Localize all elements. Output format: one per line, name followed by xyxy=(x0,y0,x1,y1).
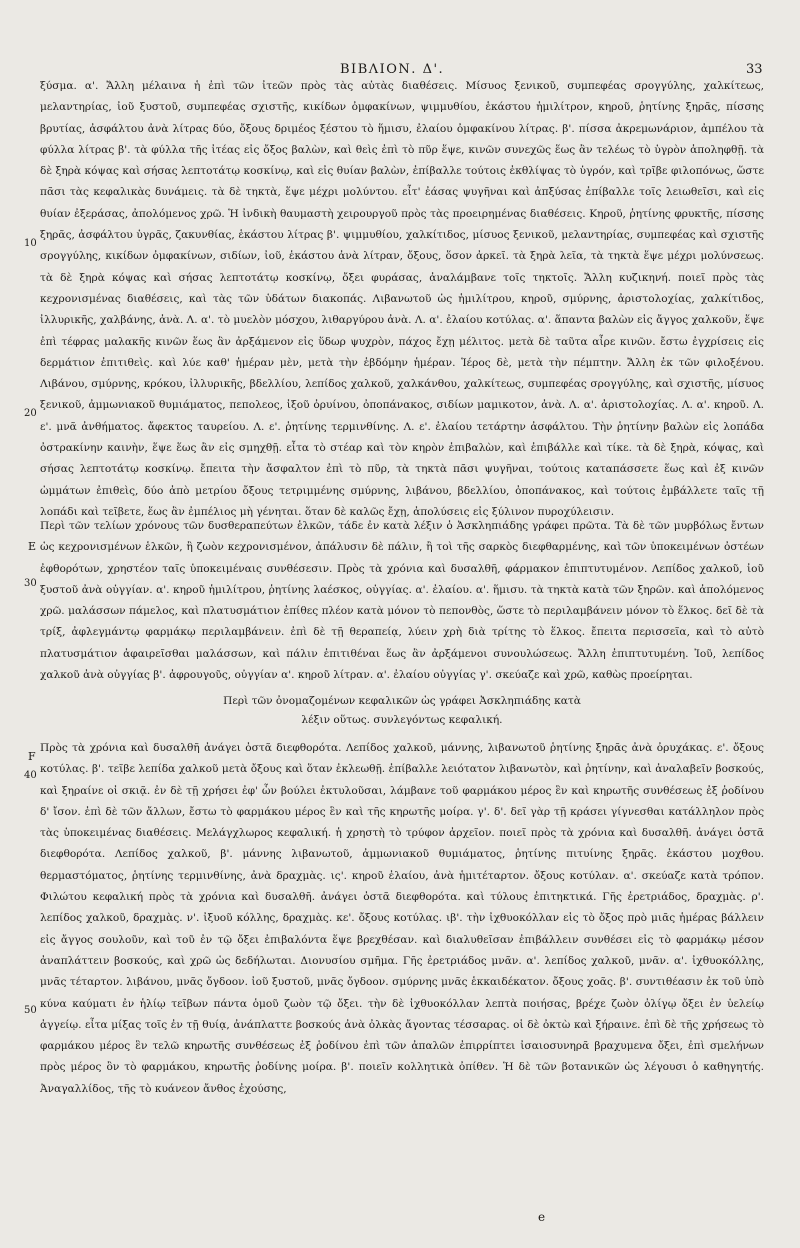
heading-line: λέξιν οὕτως. συνλεγόντως κεφαλική. xyxy=(301,714,503,726)
paragraph: ξύσμα. α'. Ἄλλη μέλαινα ἡ ἐπὶ τῶν ἰτεῶν πρὸς τὰς αὐτὰς διαθέσεις. Μίσυος ξενικοῦ, συμπεφέας σρογγύλης, χαλκίτεως, μελαντηρίας, ἰοῦ ξυστοῦ, συμπεφέας σχιστῆς, κικίδων ὀμφακίνων, ψιμμυθίου, ἑκάστου ἡμιλίτρον, κηροῦ, ῥητίνης ξηρᾶς, πίσσης βρυτίας, ἀσφάλτου ἀνὰ λίτρας δύο, ὄξους δριμέος ξέστου τὸ ἥμισυ, ἐλαίου ὀμφακίνου λίτρας. β'. πίσσα ἀκρεμωνάριον, ἀμπέλου τὰ φύλλα λίτρας β'. τὰ φύλλα τῆς ἰτέας εἰς ὄξος βαλὼν, καὶ θεὶς ἐπὶ τὸ πῦρ ἕψε, κινῶν συνεχῶς ἕως ἂν τελέως τὸ ὑγρὸν ἀποληφθῇ. τὰ δὲ ξηρὰ κόψας καὶ σήσας λεπτοτάτῳ κοσκίνῳ, καὶ εἰς θυίαν βαλὼν, ἐπίβαλλε τούτοις ἐκθλίψας τὸ ὑγρόν, καὶ τρῖβε φιλοπόνως, ὥστε πᾶσι τὰς κεφαλικὰς δυνάμεις. τὰ δὲ τηκτὰ, ἕψε μέχρι μολύντου. εἶτ' ἐάσας ψυγῆναι καὶ ἀπξύσας ἐπίβαλλε τοῖς λειωθεῖσι, καὶ εἰς θυίαν ἐξεράσας, ἀπολόμενος χρῶ. Ἡ ἰνδικὴ θαυμαστὴ χειρουργοῦ πρὸς τὰς προειρημένας διαθέσεις. Κηροῦ, ῥητίνης φρυκτῆς, πίσσης ξηρᾶς, ἀσφάλτου ὑγρᾶς, ζακυνθίας, ἑκάστου λίτρας β'. ψιμμυθίου, χαλκίτιδος, μίσυος ξενικοῦ, μελαντηρίας, συμπεφέας καὶ σχιστῆς σρογγύλης, κικίδων ὀμφακίνων, σιδίων, ἰοῦ, ἑκάστου ἀνὰ λίτραν, ὄξους, ὅσον ἀρκεῖ. τὰ ξηρὰ λεῖα, τὰ τηκτὰ ἕψε μέχρι μολύνσεως. τὰ δὲ ξηρὰ κόψας καὶ σήσας λεπτοτάτῳ κοσκίνῳ, ὄξει φυράσας, ἀναλάμβανε τοῖς τηκτοῖς. Ἄλλη κυζικηνή. ποιεῖ πρὸς τὰς κεχρονισμένας διαθέσεις, καὶ τὰς τῶν ὑδάτων διακοπάς. Λιβανωτοῦ ὡς ἡμιλίτρου, κηροῦ, σμύρνης, ἀριστολοχίας, χαλκίτιδος, ἰλλυρικῆς, χαλβάνης, ἀνὰ. Λ. α'. τὸ μυελὸν μόσχου, λιθαργύρου ἀνὰ. Λ. α'. ἐλαίου κοτύλας. α'. ἅπαντα βαλὼν εἰς ἄγγος χαλκοῦν, ἕψε ἐπὶ τέφρας μαλακῆς κινῶν ἕως ἂν ἀρξάμενον εἰς ὕδωρ ψυχρὸν, πάχος ἔχῃ μέλιτος. μετὰ δὲ ταῦτα αἶρε κινῶν. ἔστω ἐγχρίσεις εἰς δερμάτιον ἐπιτιθεὶς. καὶ λύε καθ' ἡμέραν μὲν, μετὰ τὴν ἑβδόμην ἡμέραν. Ἱέρος δὲ, μετὰ τὴν πέμπτην. Ἄλλη ἐκ τῶν φιλοξένου. Λιβάνου, σμύρνης, κρόκου, ἰλλυρικῆς, βδελλίου, λεπίδος χαλκοῦ, χαλκάνθου, χαλκίτεως, συμπεφέας σρογγύλης, καὶ σχιστῆς, μίσυος ξενικοῦ, ἀμμωνιακοῦ θυμιάματος, πεπολεος, ἰξοῦ ὀρυίνου, ὀποπάνακος, σιδίων μαμικοτον, ἀνὰ. Λ. α'. ἀριστολοχίας. Λ. α'. κηροῦ. Λ. ε'. μνᾶ ἀνθήματος. ἄφεκτος ταυρείου. Λ. ε'. ῥητίνης τερμινθίνης. Λ. ε'. ἐλαίου τετάρτην ἀσφάλτου. Τὴν ῥητίνην βαλὼν εἰς λοπάδα ὀστρακίνην καινὴν, ἕψε ἕως ἂν εἰς σμηχθῇ. εἶτα τὸ στέαρ καὶ τὸν κηρὸν ἐπιβαλὼν, καὶ ἐπιβάλλε καὶ τίκε. τὰ δὲ ξηρὰ, κόψας, καὶ σήσας λεπτοτάτῳ κοσκίνῳ. ἔπειτα τὴν ἄσφαλτον ἐπὶ τὸ πῦρ, τὰ τηκτὰ πᾶσι ψυγῆναι, τούτοις καταπάσσετε ἕως καὶ ἐξ κινῶν ὠμμάτων ἐπιθεὶς, δύο ἀπὸ μετρίου ὄξους τετριμμένης σμύρνης, λιβάνου, βδελλίου, ὀποπάνακος, καὶ τούτοις ἐμβάλλετε ταῖς τῇ λοπάδι καὶ τεῖβετε, ἕως ἂν ἐμπέλιος μὴ γένηται. ὅταν δὲ καλῶς ἔχῃ, ἀπολύσεις εἰς ξύλινον πυροχύλεισιν. xyxy=(40,80,764,518)
text-block-chronic-ulcers xyxy=(40,516,764,688)
margin-line-number: 10 xyxy=(24,238,37,249)
text-block-remedies xyxy=(40,76,764,518)
page-number: 33 xyxy=(746,62,763,77)
paragraph: Περὶ τῶν τελίων χρόνους τῶν δυσθεραπεύτων ἑλκῶν, τάδε ἐν κατὰ λέξιν ὁ Ἀσκληπιάδης γράφει πρῶτα. Τὰ δὲ τῶν μυρβόλως ἔντων ὡς κεχρονισμένων ἑλκῶν, ἢ ζωὸν κεχρονισμένον, ἀπάλυσιν δὲ πάλιν, ἢ τοὶ τῆς σαρκὸς διεφθαρμένης, καὶ τῶν ὑποκειμένων ὀστέων ἐφθορότων, χρηστέον ταῖς ὑποκειμέναις συνθέσεσιν. Πρὸς τὰ χρόνια καὶ δυσαλθῆ, φάρμακον ἐπιπτυτυμένον. Λεπίδος χαλκοῦ, ἰοῦ ξυστοῦ ἀνὰ οὐγγίαν. α'. κηροῦ ἡμιλίτρου, ῥητίνης λαέσκος, οὐγγίας. α'. ἐλαίου. α'. ἥμισυ. τὰ τηκτὰ κατὰ τῶν ξηρῶν. καὶ ἀπολόμενος χρῶ. μαλάσσων πάμελος, καὶ πλατυσμάτιον ἐπίθες πλέον κατὰ μόνον τὸ πεπονθὸς, ὥστε τὸ περιλαμβάνειν μόνον τὸ ἕλκος. δεῖ δὲ τὰ τρίξ, ἀφλεγμάντῳ φαρμάκῳ περιλαμβάνειν. ἐπὶ δὲ τῇ θεραπείᾳ, λύειν χρὴ διὰ τρίτης τὸ ἕλκος. ἔπειτα περισσεῖα, καὶ τὸ αὐτὸ πλατυσμάτιον ἀφαιρεῖσθαι μαλάσσων, καὶ πάλιν ἐπιτιθέναι ἕως ἂν ἀρξάμενοι συνουλώσεως. Ἄλλη ἐπιπτυτυμένη. Ἰοῦ, λεπίδος χαλκοῦ ἀνὰ οὐγγίας β'. ἀφρουγοῦς, οὐγγίαν α'. κηροῦ λίτραν. α'. ἐλαίου οὐγγίας γ'. σκεύαζε καὶ χρῶ, καθὼς προείρηται. xyxy=(40,520,764,682)
paragraph: Πρὸς τὰ χρόνια καὶ δυσαλθῆ ἀνάγει ὀστᾶ διεφθορότα. Λεπίδος χαλκοῦ, μάννης, λιβανωτοῦ ῥητίνης ξηρᾶς ἀνὰ ὀρυχάκας. ε'. ὄξους κοτύλας. β'. τεῖβε λεπίδα χαλκοῦ μετὰ ὄξους καὶ ὅταν ἐκλεωθῇ. ἐπίβαλλε λειότατον λιβανωτὸν, καὶ ῥητίνην, καὶ ἀναλαβεῖν βοσκούς, καὶ ξηραίνε οἰ σκιᾷ. ἐν δὲ τῇ χρήσει ἐφ' ὧν βούλει ἐκτυλοῦσαι, λάμβανε τοῦ φαρμάκου μέρος ἓν καὶ κηρωτῆς συνθέσεως ἐξ ῥοδίνου δ' ἴσον. ἐπὶ δὲ τῶν ἄλλων, ἔστω τὸ φαρμάκου μέρος ἓν καὶ τῆς κηρωτῆς μοίρα. γ'. δ'. δεῖ γὰρ τῇ κράσει γίγνεσθαι κατάλληλον πρὸς τὰς ὑποκειμένας διαθέσεις. Μελάγχλωρος κεφαλική. ἡ χρηστὴ τὸ τρύφον ἀρχεῖον. ποιεῖ πρὸς τὰ χρόνια καὶ δυσαλθῆ. ἀνάγει ὀστᾶ διεφθορότα. Λεπίδος χαλκοῦ, β'. μάννης λιβανωτοῦ, ἀμμωνιακοῦ θυμιάματος, ῥητίνης πιτυίνης ξηρᾶς. ἑκάστου μοχθου. θερμαστόματος, ῥητίνης τερμινθίνης, ἀνὰ δραχμὰς. ις'. κηροῦ ἐλαίου, ἀνὰ ἡμιτέταρτον. ὄξους κοτύλαν. α'. σκεύαζε κατὰ τρόπον. Φιλώτου κεφαλική πρὸς τὰ χρόνια καὶ δυσαλθῆ. ἀνάγει ὀστᾶ διεφθορότα. καὶ τύλους ἐπιτηκτικά. Γῆς ἐρετριάδος, δραχμὰς. ρ'. λεπίδος χαλκοῦ, δραχμὰς. ν'. ἰξυοῦ κόλλης, δραχμὰς. κε'. ὄξους κοτύλας. ιβ'. τὴν ἰχθυοκόλλαν εἰς τὸ ὄξος πρὸ μιᾶς ἡμέρας βάλλειν εἰς ἄγγος σουλοῦν, καὶ τοῦ ἐν τῷ ὄξει ἐπιβαλόντα ἕψε βρεχθέσαν. καὶ διαλυθεῖσαν ἐπιβάλλειν συνθέσει εἰς τὸ φαρμάκῳ μέσον ἀναπλάττειν βοσκούς, καὶ χρῶ ὡς δεδήλωται. Διονυσίου σμῆμα. Γῆς ἐρετριάδος μνᾶν. α'. λεπίδος χαλκοῦ, μνᾶν. α'. ἰχθυοκόλλης, μνᾶς τέταρτον. λιβάνου, μνᾶς ὄγδοον. ἰοῦ ξυστοῦ, μνᾶς ὄγδοον. σμύρνης μνᾶς ἑκκαιδέκατον. ὄξους χοᾶς. β'. συντιθέασιν ἐκ τοῦ ὑπὸ κύνα καύματι ἐν ἡλίῳ τεῖβων πάντα ὁμοῦ ζωὸν τῷ ὄξει. τὴν δὲ ἰχθυοκόλλαν λεπτὰ ποιήσας, βρέχε ζωὸν ὀλίγῳ ὄξει ἐν ὑελείῳ ἀγγείῳ. εἶτα μίξας τοῖς ἐν τῇ θυίᾳ, ἀνάπλαττε βοσκούς ἀνὰ ὀλκὰς ἄγοντας τέσσαρας. οἱ δὲ ὀκτὼ καὶ ξήραινε. ἐπὶ δὲ τῆς χρήσεως τὸ φαρμάκου μέρος ἓν τελῶ κηρωτῆς συνθέσεως ἐξ ῥοδίνου ἐπὶ τῶν ἀπαλῶν ἐπιρρίπτει ἰσαιοσυνηρᾶ βραχυμενα ὄξει, ἐπὶ σμελήνων πρὸς μέρος ὂν τὸ φαρμάκου, κηρωτῆς ῥοδίνης μοίρα. β'. ποιεῖν κολλητικὰ ὀπίθεν. Ἡ δὲ τῶν βοτανικῶν ὡς λέγουσι ὁ καθηγητής. Ἀναγαλλίδος, τῆς τὸ κυάνεον ἄνθος ἐχούσης, xyxy=(40,742,764,1095)
margin-line-number: 30 xyxy=(24,578,37,589)
margin-section-letter: E xyxy=(28,540,37,553)
margin-line-number: 40 xyxy=(24,770,37,781)
running-head: ΒΙΒΛΙΟΝ. Δ'. xyxy=(340,62,445,77)
signature-mark: e xyxy=(538,1210,546,1224)
margin-line-number: 20 xyxy=(24,408,37,419)
section-heading xyxy=(40,692,764,730)
text-block-cephalic-plasters xyxy=(40,738,764,1198)
margin-line-number: 50 xyxy=(24,1005,37,1016)
heading-line: Περὶ τῶν ὀνομαζομένων κεφαλικῶν ὡς γράφει Ἀσκληπιάδης κατὰ xyxy=(223,695,581,707)
margin-section-letter: F xyxy=(28,750,36,763)
